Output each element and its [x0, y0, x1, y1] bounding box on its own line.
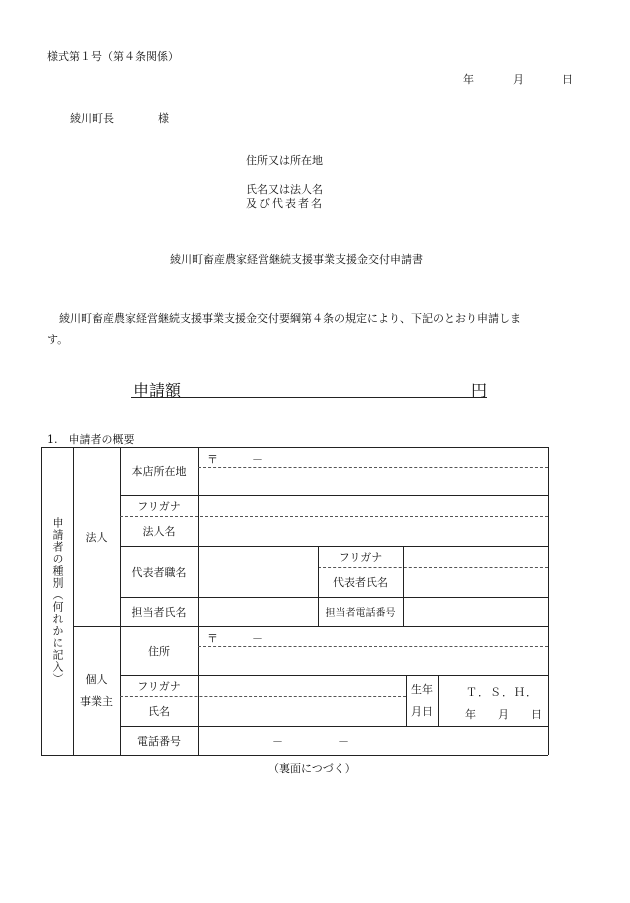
address-label: 住所	[148, 644, 170, 658]
amount-underline	[131, 397, 487, 398]
document-title: 綾川町畜産農家経営継続支援事業支援金交付申請書	[170, 253, 423, 266]
contact-phone-label: 担当者電話番号	[325, 608, 396, 619]
head-office-label: 本店所在地	[131, 465, 187, 478]
dashed-divider	[198, 646, 548, 647]
individual-furigana-input[interactable]	[200, 677, 404, 695]
phone-label: 電話番号	[137, 734, 181, 748]
individual-furigana-label: フリガナ	[137, 679, 181, 693]
corp-name-label: 法人名	[142, 525, 176, 538]
individual-label	[73, 626, 120, 755]
applicant-type-label: 申請者の種別（何れかに記入）	[51, 517, 64, 685]
table-right-border	[548, 447, 549, 755]
individual-label-line-1: 個人	[85, 672, 108, 686]
corporation-label: 法人	[85, 530, 108, 544]
col-divider	[403, 546, 404, 626]
birthdate-label-line-1: 生年	[411, 682, 433, 696]
birthdate-label	[406, 675, 438, 726]
rep-name-label: 代表者氏名	[333, 576, 388, 589]
birthdate-ymd[interactable]: 年 月 日	[465, 708, 542, 721]
applicant-representative-label: 及び代表者名	[246, 197, 324, 210]
contact-name-label: 担当者氏名	[131, 605, 187, 619]
individual-label-line-2: 事業主	[80, 694, 113, 708]
date-day-label: 日	[562, 73, 573, 86]
head-office-input[interactable]	[200, 469, 546, 493]
corp-furigana-label: フリガナ	[137, 499, 181, 513]
amount-label: 申請額	[133, 381, 182, 400]
applicant-type-cell	[41, 447, 73, 755]
rep-furigana-label: フリガナ	[338, 550, 383, 564]
amount-unit: 円	[471, 381, 488, 400]
date-month-label: 月	[513, 73, 524, 86]
contact-name-input[interactable]	[200, 599, 316, 624]
form-number: 様式第１号（第４条関係）	[47, 50, 179, 63]
individual-name-label: 氏名	[148, 705, 170, 718]
body-text-line-2: す。	[47, 333, 69, 346]
birthdate-era-options[interactable]: Ｔ．Ｓ．Ｈ．	[466, 686, 538, 699]
col-divider	[438, 675, 439, 726]
applicant-address-label: 住所又は所在地	[246, 154, 323, 167]
rep-title-label: 代表者職名	[131, 565, 187, 579]
birthdate-label-line-2: 月日	[411, 704, 433, 718]
rep-furigana-input[interactable]	[405, 548, 546, 566]
dashed-divider	[198, 467, 548, 468]
corp-name-input[interactable]	[200, 518, 546, 544]
head-office-postal-dash: －	[252, 453, 263, 466]
table-bottom-border	[41, 755, 548, 756]
addressee-name: 綾川町長	[70, 112, 114, 125]
corp-furigana-input[interactable]	[200, 497, 546, 515]
continued-note: （裏面につづく）	[268, 762, 356, 775]
section-1-title: 1. 申請者の概要	[47, 433, 135, 446]
phone-input[interactable]: － －	[272, 735, 349, 748]
addressee-honorific: 様	[158, 112, 169, 125]
applicant-name-label: 氏名又は法人名	[246, 183, 323, 196]
col-divider	[198, 447, 199, 755]
rep-name-input[interactable]	[405, 569, 546, 595]
date-year-label: 年	[463, 73, 474, 86]
head-office-postal-mark: 〒	[207, 453, 218, 466]
address-postal-dash: －	[252, 632, 263, 645]
body-text-line-1: 綾川町畜産農家経営継続支援事業支援金交付要綱第４条の規定により、下記のとおり申請しま	[59, 312, 521, 325]
address-postal-mark: 〒	[207, 632, 218, 645]
individual-name-input[interactable]	[200, 698, 404, 724]
rep-title-input[interactable]	[200, 548, 316, 595]
contact-phone-input[interactable]	[405, 599, 546, 624]
address-input[interactable]	[200, 648, 546, 673]
